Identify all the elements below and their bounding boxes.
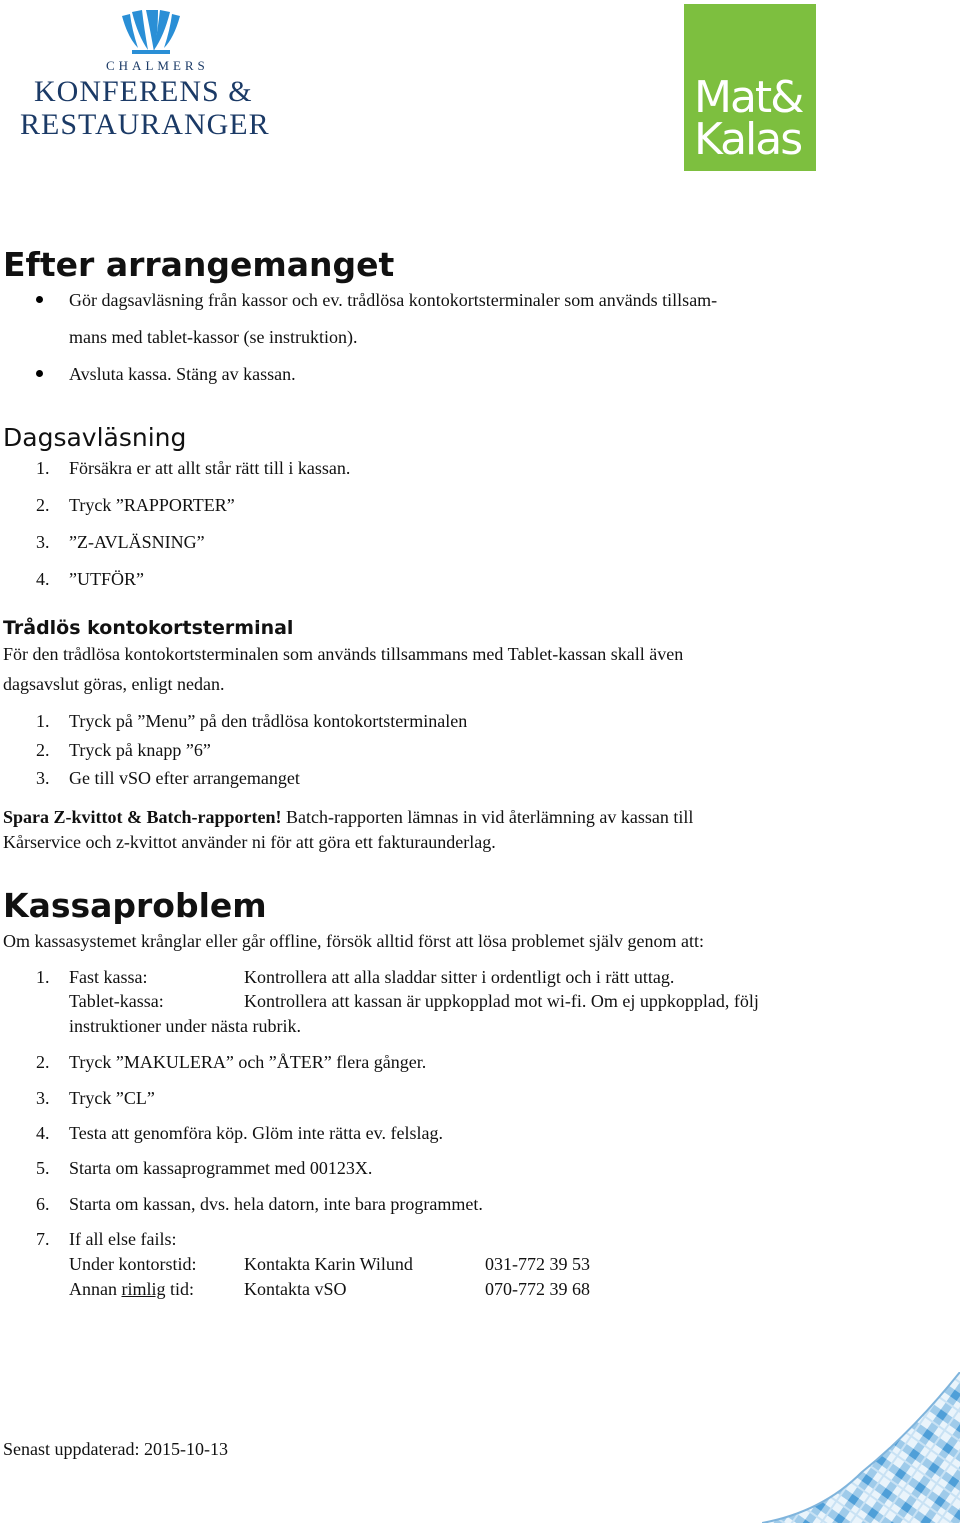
- item-label: Fast kassa:: [69, 967, 148, 987]
- bullet-text: Avsluta kassa. Stäng av kassan.: [69, 364, 296, 384]
- crown-icon: [118, 8, 184, 56]
- bullet-text: Gör dagsavläsning från kassor och ev. trådlösa kontokortsterminaler som används tillsam-: [69, 290, 718, 310]
- footer-updated: Senast uppdaterad: 2015-10-13: [3, 1439, 228, 1459]
- note-bold: Spara Z-kvittot & Batch-rapporten!: [3, 807, 282, 827]
- list-item: Tryck på ”Menu” på den trådlösa kontokortsterminalen: [69, 711, 468, 731]
- list-num: 2.: [36, 495, 50, 515]
- contact-label: Under kontorstid:: [69, 1254, 197, 1274]
- logo-line-1: KONFERENS &: [34, 75, 253, 108]
- paragraph-line: dagsavslut göras, enligt nedan.: [3, 674, 225, 694]
- list-num: 2.: [36, 1052, 50, 1072]
- list-num: 4.: [36, 1123, 50, 1143]
- page-curl-decoration: [762, 1372, 960, 1523]
- list-num: 5.: [36, 1158, 50, 1178]
- chalmers-logo: [18, 6, 288, 141]
- logo-kalas-text: Kalas: [694, 114, 802, 165]
- list-num: 1.: [36, 711, 50, 731]
- label-part: tid:: [165, 1279, 195, 1299]
- list-item: If all else fails:: [69, 1229, 177, 1249]
- logo-small-text: CHALMERS: [106, 58, 209, 73]
- list-item: instruktioner under nästa rubrik.: [69, 1016, 301, 1036]
- list-item: Kontrollera att kassan är uppkopplad mot wi-fi. Om ej uppkopplad, följ: [244, 991, 759, 1011]
- list-item: Starta om kassaprogrammet med 00123X.: [69, 1158, 373, 1178]
- contact-name: Kontakta vSO: [244, 1279, 347, 1299]
- list-item: Kontrollera att alla sladdar sitter i ordentligt och i rätt uttag.: [244, 967, 675, 987]
- list-item: Testa att genomföra köp. Glöm inte rätta ev. felslag.: [69, 1123, 443, 1143]
- bullet-icon: [36, 296, 43, 303]
- bullet-text: mans med tablet-kassor (se instruktion).: [69, 327, 358, 347]
- logo-line-2: RESTAURANGER: [20, 108, 270, 141]
- list-item: Tryck ”MAKULERA” och ”ÅTER” flera gånger.: [69, 1052, 427, 1072]
- contact-name: Kontakta Karin Wilund: [244, 1254, 413, 1274]
- list-num: 3.: [36, 768, 50, 788]
- contact-label: [69, 1278, 194, 1300]
- heading-efter-arrangemanget: Efter arrangemanget: [3, 245, 395, 284]
- list-item: ”Z-AVLÄSNING”: [69, 532, 205, 552]
- list-item: ”UTFÖR”: [69, 569, 144, 589]
- contact-phone: 031-772 39 53: [485, 1254, 590, 1274]
- note-paragraph: [3, 806, 693, 828]
- list-num: 1.: [36, 967, 50, 987]
- list-num: 2.: [36, 740, 50, 760]
- list-num: 1.: [36, 458, 50, 478]
- item-label: Tablet-kassa:: [69, 991, 164, 1011]
- heading-dagsavlasning: Dagsavläsning: [3, 423, 187, 452]
- list-num: 3.: [36, 1088, 50, 1108]
- list-num: 6.: [36, 1194, 50, 1214]
- list-item: Tryck ”RAPPORTER”: [69, 495, 235, 515]
- contact-phone: 070-772 39 68: [485, 1279, 590, 1299]
- label-underlined: rimlig: [121, 1279, 166, 1299]
- list-num: 4.: [36, 569, 50, 589]
- list-item: Tryck ”CL”: [69, 1088, 155, 1108]
- logo-mat-text: Mat&: [694, 72, 803, 123]
- list-item: Ge till vSO efter arrangemanget: [69, 768, 300, 788]
- list-item: Tryck på knapp ”6”: [69, 740, 211, 760]
- heading-kassaproblem: Kassaproblem: [3, 886, 267, 925]
- paragraph-line: Om kassasystemet krånglar eller går offline, försök alltid först att lösa problemet själv genom att:: [3, 931, 704, 951]
- mat-kalas-logo: [684, 4, 816, 171]
- list-num: 7.: [36, 1229, 50, 1249]
- paragraph-line: För den trådlösa kontokortsterminalen som används tillsammans med Tablet-kassan skall även: [3, 644, 684, 664]
- paragraph-line: Kårservice och z-kvittot använder ni för att göra ett fakturaunderlag.: [3, 832, 496, 852]
- bullet-icon: [36, 370, 43, 377]
- list-item: Försäkra er att allt står rätt till i kassan.: [69, 458, 351, 478]
- label-part: Annan: [69, 1279, 122, 1299]
- heading-tradlos-kontokortsterminal: Trådlös kontokortsterminal: [3, 617, 294, 639]
- note-text: Batch-rapporten lämnas in vid återlämning av kassan till: [281, 807, 694, 827]
- list-num: 3.: [36, 532, 50, 552]
- list-item: Starta om kassan, dvs. hela datorn, inte bara programmet.: [69, 1194, 483, 1214]
